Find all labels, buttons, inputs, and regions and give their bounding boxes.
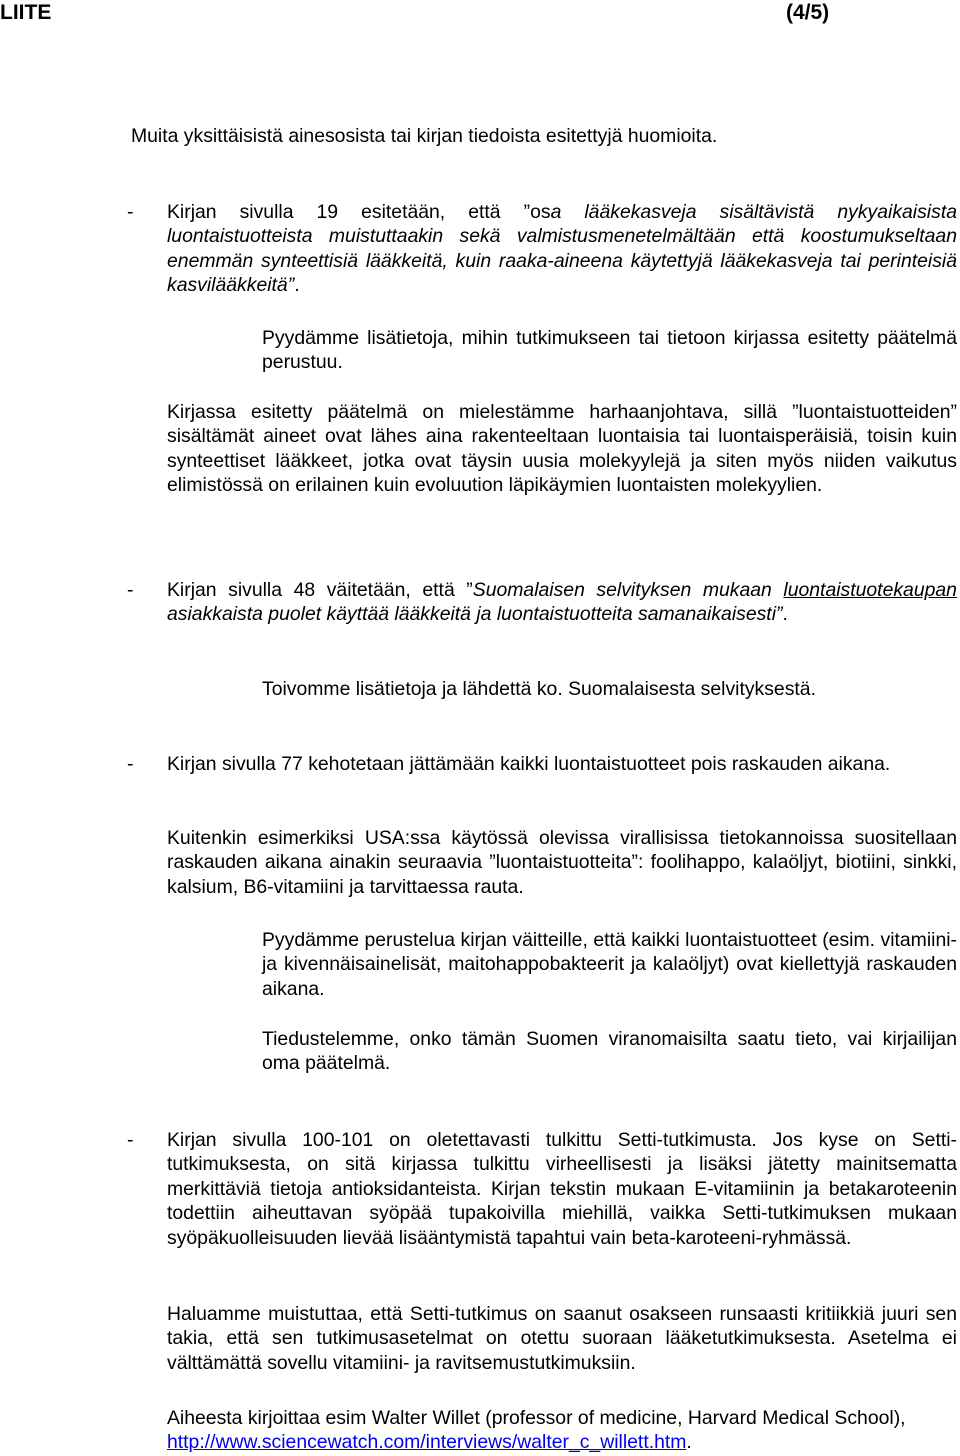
item4-source-end: . [686, 1431, 692, 1454]
item1-request: Pyydämme lisätietoja, mihin tutkimukseen tai tietoon kirjassa esitetty päätelmä perustuu. [262, 327, 957, 374]
item2-quote-close: ” [776, 603, 783, 626]
bullet-dash: - [127, 579, 134, 601]
item2-quote-part1: Suomalaisen selvityksen mukaan [472, 579, 784, 601]
source-link[interactable]: http://www.sciencewatch.com/interviews/walter_c_willett.htm [167, 1431, 687, 1454]
item2-lead: Kirjan sivulla 48 väitetään, että [167, 579, 467, 601]
item1-lead: Kirjan sivulla 19 esitetään, että [167, 201, 524, 223]
item1-comment: Kirjassa esitetty päätelmä on mielestämme harhaanjohtava, sillä ”luontaistuotteiden” sisältämät aineet ovat lähes aina rakenteeltaan luontaisia tai luontaisperäisiä, toisin kuin synteettiset lääkkeet, jotka ovat täysin uusia molekyylejä ja siten myös niiden vaikutus elimistössä on erilainen kuin evoluution läpikäymien luontaisten molekyylien. [167, 401, 957, 497]
item3-request1: Pyydämme perustelua kirjan väitteille, että kaikki luontaistuotteet (esim. vitamiini- ja kivennäisainelisät, maitohappobakteerit ja kalaöljyt) ovat kiellettyjä raskauden aikana. [262, 929, 957, 1000]
item3-comment: Kuitenkin esimerkiksi USA:ssa käytössä olevissa virallisissa tietokannoissa suositellaan raskauden aikana ainakin seuraavia ”luontaistuotteita”: foolihappo, kalaöljyt, biotiini, sinkki, kalsium, B6-vitamiini ja tarvittaessa rauta. [167, 827, 957, 898]
bullet-dash: - [127, 753, 134, 775]
item2-quote-open: ” [466, 579, 473, 601]
item2-paragraph [167, 578, 957, 627]
bullet-dash: - [127, 1129, 134, 1151]
page-number: (4/5) [786, 1, 830, 24]
item1-quote-part1: os [530, 201, 551, 223]
item4-paragraph: Kirjan sivulla 100-101 on oletettavasti tulkittu Setti-tutkimusta. Jos kyse on Setti-tutkimuksesta, on sitä kirjassa tulkittu virheellisesti ja lisäksi jätetty mainitsematta merkittäviä tietoja antioksidanteista. Kirjan tekstin mukaan E-vitamiinin ja betakaroteenin todettiin aiheuttavan syöpää tupakoivilla miehillä, vaikka Setti-tutkimuksen mukaan syöpäkuolleisuuden lievää lisääntymistä tapahtui vain beta-karoteeni-ryhmässä. [167, 1129, 957, 1249]
item1-quote-open: ” [523, 201, 531, 223]
item2-quote-underlined: luontaistuotekaupan [783, 579, 957, 601]
item3-paragraph: Kirjan sivulla 77 kehotetaan jättämään kaikki luontaistuotteet pois raskauden aikana. [167, 753, 891, 775]
item1-end: . [294, 274, 300, 297]
item2-end: . [782, 603, 788, 626]
item3-request2: Tiedustelemme, onko tämän Suomen viranomaisilta saatu tieto, vai kirjailijan oma päätelmä. [262, 1028, 957, 1075]
item4-source [167, 1406, 957, 1455]
item4-source-text: Aiheesta kirjoittaa esim Walter Willet (professor of medicine, Harvard Medical School), [167, 1407, 906, 1429]
item1-paragraph [167, 200, 957, 298]
item2-quote-part2: asiakkaista puolet käyttää lääkkeitä ja luontaistuotteita samanaikaisesti [167, 603, 776, 626]
item1-quote-part2: a lääkekasveja sisältävistä nykyaikaisista luontaistuotteista muistuttaakin sekä valmistusmenetelmältään että koostumukseltaan enemmän synteettisiä lääkkeitä, kuin raaka-aineena käytettyjä lääkekasveja tai perinteisiä kasvilääkkeitä [167, 201, 957, 297]
item1-quote-close: ” [287, 274, 295, 297]
intro-paragraph: Muita yksittäisistä ainesosista tai kirjan tiedoista esitettyjä huomioita. [131, 125, 718, 147]
appendix-label: LIITE [0, 1, 52, 24]
item2-request: Toivomme lisätietoja ja lähdettä ko. Suomalaisesta selvityksestä. [262, 678, 816, 700]
item4-comment: Haluamme muistuttaa, että Setti-tutkimus on saanut osakseen runsaasti kritiikkiä juuri sen takia, että sen tutkimusasetelmat on otettu suoraan lääketutkimuksesta. Asetelma ei välttämättä sovellu vitamiini- ja ravitsemustutkimuksiin. [167, 1303, 957, 1374]
bullet-dash: - [127, 201, 134, 223]
